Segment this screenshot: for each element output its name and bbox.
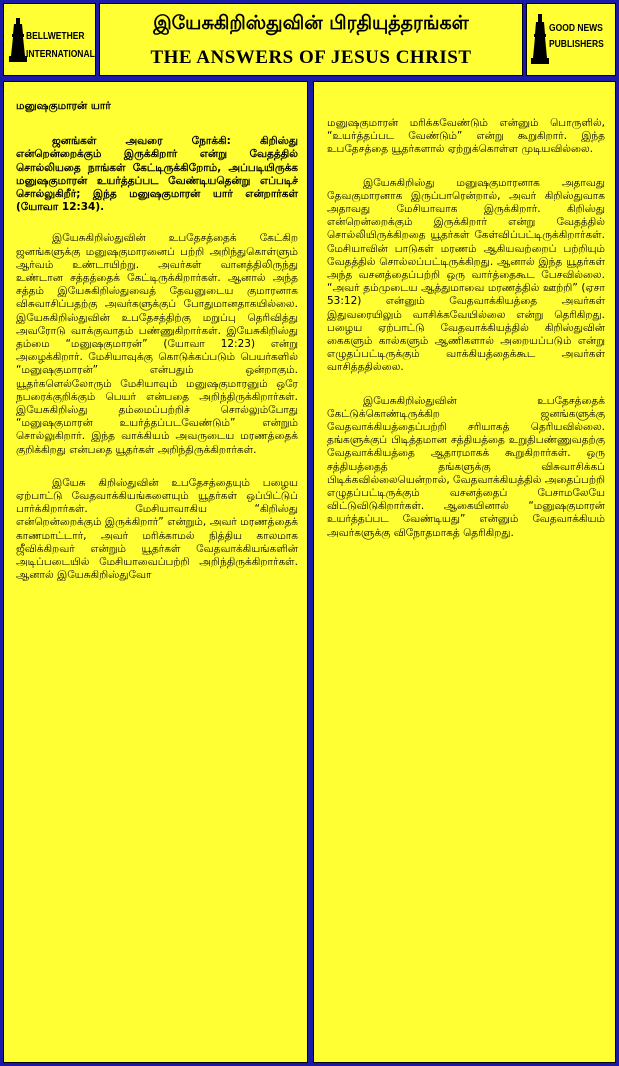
- title-box: [99, 3, 523, 76]
- paragraph: இயேசுகிறிஸ்து மனுஷகுமாரனாக அதாவது தேவகுமாரனாக இருப்பாரென்றால், அவர் கிறிஸ்துவாக அதாவது மேசியாவாக இருக்கிறார். கிறிஸ்து என்றென்றைக்கும் இருக்கிறார் என்று வேதத்தில் சொல்லியிருக்கிறதை யூதர்கள் கேள்விப்பட்டிருக்கிறார்கள். மேசியாவின் பாடுகள் மரணம் ஆகியவற்றைப் பற்றியும் வேதத்தில் சொல்லப்பட்டிருக்கிறது. ஆனால் இந்த யூதர்கள் அந்த வசனத்தைப்பற்றி ஒரு வார்த்தைகூட பேசவில்லை. “அவர் தம்முடைய ஆத்துமாவை மரணத்தில் ஊற்றி” (ஏசா 53:12) என்னும் வேதவாக்கியத்தை அவர்கள் இதுவரையிலும் வாசிக்கவேயில்லை என்று தெரிகிறது. பழைய ஏற்பாட்டு வேதவாக்கியத்தில் கிறிஸ்துவின் கைகளும் கால்களும் ஆணிகளால் அறையப்படும் என்று எழுதப்பட்டிருக்கும் வாக்கியத்தைக்கூட அவர்கள் வாசித்ததில்லை.: [327, 176, 605, 374]
- title-tamil: இயேசுகிறிஸ்துவின் பிரதியுத்தரங்கள்: [153, 12, 469, 34]
- bellwether-logo: [3, 3, 96, 76]
- tower-icon: [9, 16, 27, 62]
- left-column: [3, 81, 308, 1063]
- paragraph: இயேசு கிறிஸ்துவின் உபதேசத்தையும் பழைய ஏற்பாட்டு வேதவாக்கியங்களையும் யூதர்கள் ஒப்பிட்டுப் பார்க்கிறார்கள். மேசியாவாகிய “கிறிஸ்து என்றென்றைக்கும் இருக்கிறார்” என்றும், அவர் மரணத்தைக் காணமாட்டார், அவர் மரிக்காமல் நித்திய காலமாக ஜீவிக்கிறவர் என்றும் யூதர்கள் வேதவாக்கியங்களின் அடிப்படையில் மேசியாவைப்பற்றி அறிந்திருக்கிறார்கள். ஆனால் இயேசுகிறிஸ்துவோ: [16, 476, 298, 582]
- left-logo-line-2: INTERNATIONAL: [26, 49, 95, 60]
- title-english: THE ANSWERS OF JESUS CHRIST: [150, 47, 472, 68]
- good-news-logo: [526, 3, 616, 76]
- paragraph: இயேசுகிறிஸ்துவின் உபதேசத்தைக் கேட்கிற ஜனங்களுக்கு மனுஷகுமாரனைப் பற்றி அறிந்துகொள்ளும் ஆர்வம் உண்டாயிற்று. அவர்கள் வானத்திலிருந்து உண்டான சத்தத்தைக் கேட்டிருக்கிறார்கள். ஆனால் அந்த சத்தம் இயேசுகிறிஸ்துவைத் தேவனுடைய குமாரனாக விசுவாசிப்பதற்கு அவர்களுக்குப் போதுமானதாகயில்லை. இயேசுகிறிஸ்துவின் உபதேசத்திற்கு மறுப்பு தெரிவித்து அவரோடு வாக்குவாதம் பண்ணுகிறார்கள். இயேசுகிறிஸ்து தம்மை “மனுஷகுமாரன்” (யோவா 12:23) என்று அழைக்கிறார். மேசியாவுக்கு கொடுக்கப்படும் பெயர்களில் “மனுஷகுமாரன்” என்பதும் ஒன்றாகும். யூதர்களெல்லோரும் மேசியாவும் மனுஷகுமாரனும் ஒரே நபரைக்குறிக்கும் பெயர் என்பதை அறிந்திருக்கிறார்கள். இயேசுகிறிஸ்து தம்மைப்பற்றிச் சொல்லும்போது “மனுஷகுமாரன் உயர்த்தப்படவேண்டும்” என்றும் சொல்லுகிறார். இந்த வாக்கியம் அவருடைய மரணத்தைக் குறிக்கிறது என்பதை யூதர்கள் அறிந்திருக்கிறார்கள்.: [16, 232, 298, 456]
- header: [3, 3, 616, 76]
- paragraph: இயேசுகிறிஸ்துவின் உபதேசத்தைக் கேட்டுக்கொண்டிருக்கிற ஜனங்களுக்கு வேதவாக்கியத்தைப்பற்றி சரியாகத் தெரியவில்லை. தங்களுக்குப் பிடித்தமான சத்தியத்தை உறுதிபண்ணுவதற்கு வேதவாக்கியத்தை ஆதாரமாகக் கூறுகிறார்கள். ஒரு சத்தியத்தைத் தங்களுக்கு விசுவாசிக்கப் பிடிக்கவில்லையென்றால், வேதவாக்கியத்தில் அதைப்பற்றி எழுதப்பட்டிருக்கும் வசனத்தைப் பேசாமலேயே விட்டுவிடுகிறார்கள். ஆகையினால் “மனுஷகுமாரன் உயர்த்தப்பட வேண்டியது” என்னும் வேதவாக்கியம் அவர்களுக்கு விநோதமாகத் தெரிகிறது.: [327, 394, 606, 539]
- article-heading: மனுஷகுமாரன் யார்: [16, 100, 111, 112]
- tower-icon: [531, 14, 549, 64]
- right-logo-line-1: GOOD NEWS: [549, 23, 603, 34]
- paragraph: மனுஷகுமாரன் மரிக்கவேண்டும் என்னும் பொருளில், “உயர்த்தப்பட வேண்டும்” என்று கூறுகிறார். இந்த உபதேசத்தை யூதர்களால் ஏற்றுக்கொள்ள முடியவில்லை.: [327, 117, 605, 156]
- left-logo-line-1: BELLWETHER: [26, 31, 85, 42]
- scripture-quote: ஜனங்கள் அவரை நோக்கி: கிறிஸ்து என்றென்றைக்கும் இருக்கிறார் என்று வேதத்தில் சொல்லியதை நாங்கள் கேட்டிருக்கிறோம், அப்படியிருக்க மனுஷகுமாரன் உயர்த்தப்பட வேண்டியதென்று எப்படிச் சொல்லுகிறீர்; இந்த மனுஷகுமாரன் யார் என்றார்கள் (யோவா 12:34).: [16, 135, 298, 214]
- right-logo-line-2: PUBLISHERS: [549, 39, 604, 50]
- right-column: [313, 81, 616, 1063]
